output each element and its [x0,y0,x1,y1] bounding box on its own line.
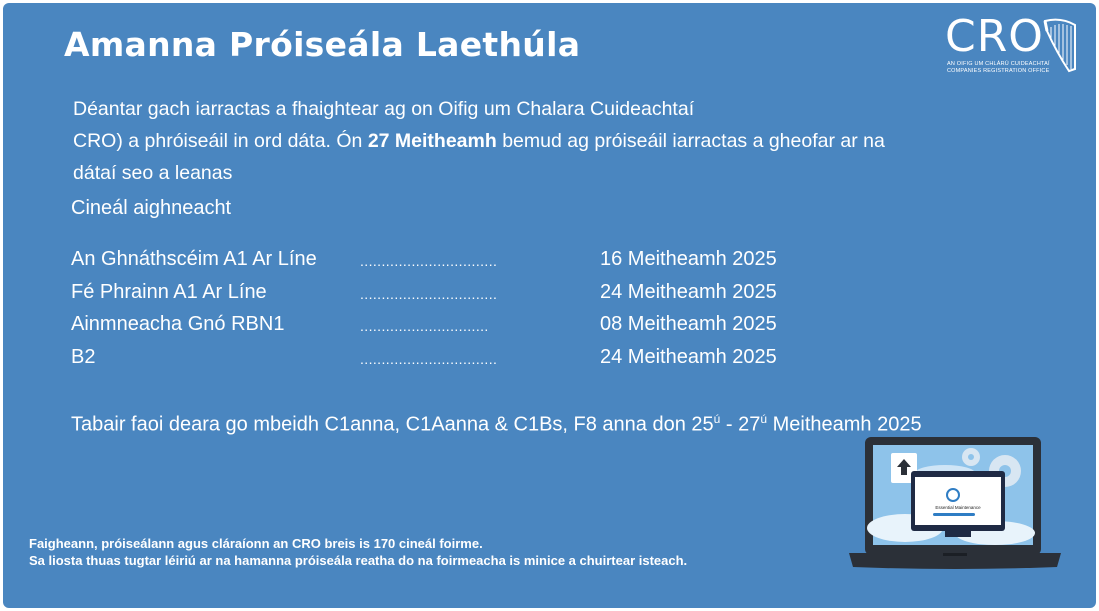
maintenance-label: Essential Maintenance [935,505,981,510]
note-text [71,412,922,437]
processing-date: 16 Meitheamh 2025 [600,248,777,270]
footer-line-2: Sa liosta thuas tugtar léiriú ar na hamanna próiseála reatha do na foirmeacha is minice a chuirtear isteach. [29,553,688,568]
leader-dots: ................................ [360,285,498,302]
intro-line-2 [73,125,973,157]
footer-text [29,535,687,569]
info-panel [3,3,1096,608]
leader-dots: ................................ [360,350,498,367]
processing-date: 08 Meitheamh 2025 [600,313,777,336]
intro-text [73,93,973,189]
leader-dots: .............................. [360,318,489,335]
note-end: Meitheamh 2025 [767,413,922,436]
intro-line-2-start: CRO) a phróiseáil in ord dáta. Ón [73,130,368,152]
logo-wordmark: CRO [945,11,1044,62]
note-superscript-1: ú [713,412,721,426]
laptop-illustration [845,433,1065,573]
submission-name: An Ghnáthscéim A1 Ar Líne [71,248,317,270]
footer-line-1: Faigheann, próiseálann agus cláraíonn an CRO breis is 170 cineál foirme. [29,536,483,551]
note-start: Tabair faoi deara go mbeidh C1anna, C1Aanna & C1Bs, F8 anna don 25 [71,413,714,436]
submission-name: Ainmneacha Gnó RBN1 [71,313,285,336]
leader-dots: ................................ [360,253,498,269]
submission-name: Fé Phrainn A1 Ar Líne [71,280,267,303]
processing-date: 24 Meitheamh 2025 [600,280,777,303]
intro-line-3: dátaí seo a leanas [73,162,233,184]
note-superscript-2: ú [760,412,768,426]
intro-line-2-end: bemud ag próiseáil iarractas a gheofar ar na [496,130,885,152]
intro-line-1: Déantar gach iarractas a fhaightear ag on Oifig um Chalara Cuideachtaí [73,98,695,120]
logo-subtitle-irish: AN OIFIG UM CHLÁRÚ CUIDEACHTAÍ [947,61,1050,67]
note-middle: - 27 [720,413,761,436]
harp-icon [1041,17,1081,73]
submission-type-heading: Cineál aighneacht [71,197,232,219]
cro-logo [945,11,1085,77]
page-title: Amanna Próiseála Laethúla [64,25,581,64]
intro-date-highlight: 27 Meitheamh [367,130,497,152]
logo-subtitle-english: COMPANIES REGISTRATION OFFICE [947,68,1050,74]
submission-name: B2 [71,345,96,368]
processing-date: 24 Meitheamh 2025 [600,345,777,368]
